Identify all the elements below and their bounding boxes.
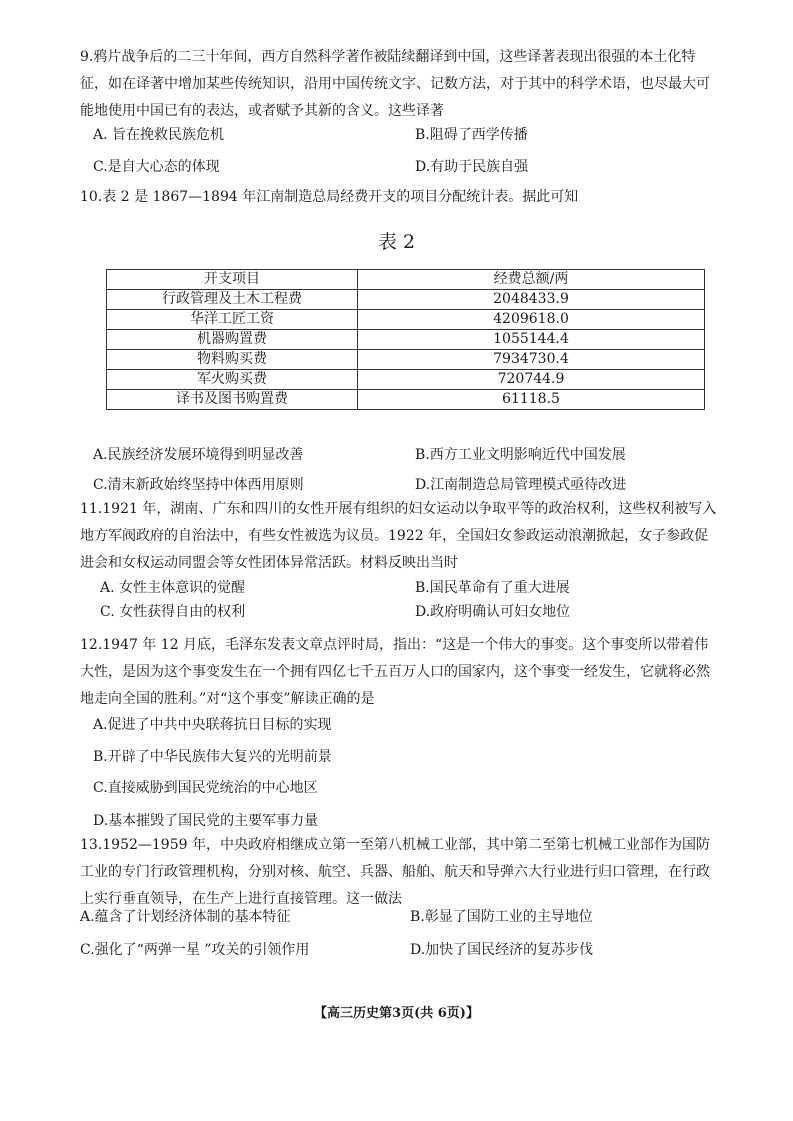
q11-option-b[interactable]: B.国民革命有了重大进展 <box>415 580 570 596</box>
q11-option-d[interactable]: D.政府明确认可妇女地位 <box>415 604 571 620</box>
question-9 <box>80 44 720 125</box>
table-header-row <box>107 270 705 290</box>
table-row <box>107 330 705 350</box>
q10-option-c[interactable]: C.清末新政始终坚持中体西用原则 <box>93 477 304 493</box>
page-footer: 【高三历史第3页(共 6页)】 <box>314 1006 479 1021</box>
table-cell-item: 机器购置费 <box>107 330 358 350</box>
q12-option-a[interactable]: A.促进了中共中央联蒋抗日目标的实现 <box>93 717 332 733</box>
q9-option-d[interactable]: D.有助于民族自强 <box>415 159 529 175</box>
q10-option-b[interactable]: B.西方工业文明影响近代中国发展 <box>415 447 626 463</box>
question-13 <box>80 832 720 913</box>
question-10-options <box>0 441 793 469</box>
question-10-stem: 10.表 2 是 1867—1894 年江南制造总局经费开支的项目分配统计表。据此可知 <box>80 189 579 205</box>
q10-option-d[interactable]: D.江南制造总局管理模式亟待改进 <box>415 477 627 493</box>
question-13-stem: 13.1952—1959 年，中央政府相继成立第一至第八机械工业部，其中第二至第七机械工业部作为国防工业的专门行政管理机构，分别对核、航空、兵器、船舶、航天和导弹六大行业进行归口管理，在行政上实行垂直领导，在生产上进行直接管理。这一做法 <box>80 837 710 907</box>
table-cell-item: 译书及图书购置费 <box>107 390 358 410</box>
q12-option-a-row <box>0 711 793 739</box>
table-cell-amount: 1055144.4 <box>358 330 705 350</box>
question-12 <box>80 632 720 713</box>
table-cell-item: 军火购买费 <box>107 370 358 390</box>
table-caption: 表 2 <box>377 231 416 253</box>
q11-option-a[interactable]: A. 女性主体意识的觉醒 <box>100 580 246 596</box>
table-row <box>107 290 705 310</box>
table-cell-amount: 61118.5 <box>358 390 705 410</box>
q12-option-c[interactable]: C.直接威胁到国民党统治的中心地区 <box>93 780 318 796</box>
question-9-options-2 <box>0 153 793 181</box>
q12-option-b-row <box>0 743 793 771</box>
question-10 <box>80 184 720 211</box>
question-9-options <box>0 121 793 149</box>
table-row <box>107 350 705 370</box>
q13-option-c[interactable]: C.强化了“两弹一星 ”攻关的引领作用 <box>80 942 310 958</box>
table-cell-amount: 7934730.4 <box>358 350 705 370</box>
question-12-stem: 12.1947 年 12 月底，毛泽东发表文章点评时局，指出：“这是一个伟大的事变。这个事变所以带着伟大性，是因为这个事变发生在一个拥有四亿七千五百万人口的国家内，这个事变一经发生，它就将必然地走向全国的胜利。”对“这个事变”解读正确的是 <box>80 637 710 707</box>
question-9-stem: 9.鸦片战争后的二三十年间，西方自然科学著作被陆续翻译到中国，这些译著表现出很强的本土化特征，如在译著中增加某些传统知识，沿用中国传统文字、记数方法，对于其中的科学术语，也尽最大可能地使用中国已有的表达，或者赋予其新的含义。这些译著 <box>80 49 710 119</box>
q13-option-a[interactable]: A.蕴含了计划经济体制的基本特征 <box>80 909 291 925</box>
q10-option-a[interactable]: A.民族经济发展环境得到明显改善 <box>93 447 304 463</box>
q13-option-b[interactable]: B.彰显了国防工业的主导地位 <box>410 909 593 925</box>
question-10-options-2 <box>0 471 793 499</box>
table-cell-item: 物料购买费 <box>107 350 358 370</box>
table-cell-amount: 4209618.0 <box>358 310 705 330</box>
table-header-amount: 经费总额/两 <box>358 270 705 290</box>
table-cell-amount: 720744.9 <box>358 370 705 390</box>
expense-table <box>106 269 705 410</box>
q12-option-c-row <box>0 774 793 802</box>
table-cell-item: 华洋工匠工资 <box>107 310 358 330</box>
question-13-options-2 <box>0 936 793 964</box>
table-row <box>107 390 705 410</box>
q12-option-d[interactable]: D.基本摧毁了国民党的主要军事力量 <box>93 813 319 829</box>
table-row <box>107 310 705 330</box>
table-cell-amount: 2048433.9 <box>358 290 705 310</box>
table-cell-item: 行政管理及土木工程费 <box>107 290 358 310</box>
question-13-options <box>0 903 793 931</box>
table-header-item: 开支项目 <box>107 270 358 290</box>
q11-option-c[interactable]: C. 女性获得自由的权利 <box>100 604 246 620</box>
q13-option-d[interactable]: D.加快了国民经济的复苏步伐 <box>410 942 594 958</box>
question-11-options-2 <box>0 598 793 626</box>
q9-option-b[interactable]: B.阻碍了西学传播 <box>415 127 528 143</box>
question-11 <box>80 496 720 577</box>
table-row <box>107 370 705 390</box>
q9-option-a[interactable]: A. 旨在挽救民族危机 <box>93 127 225 143</box>
q12-option-b[interactable]: B.开辟了中华民族伟大复兴的光明前景 <box>93 749 332 765</box>
question-11-stem: 11.1921 年，湖南、广东和四川的女性开展有组织的妇女运动以争取平等的政治权利，这些权利被写入地方军阀政府的自治法中，有些女性被选为议员。1922 年，全国妇女参政运动浪潮掀起，女子参政促进会和女权运动同盟会等女性团体异常活跃。材料反映出当时 <box>80 501 717 571</box>
q12-option-d-row <box>0 807 793 835</box>
q9-option-c[interactable]: C.是自大心态的体现 <box>93 159 220 175</box>
